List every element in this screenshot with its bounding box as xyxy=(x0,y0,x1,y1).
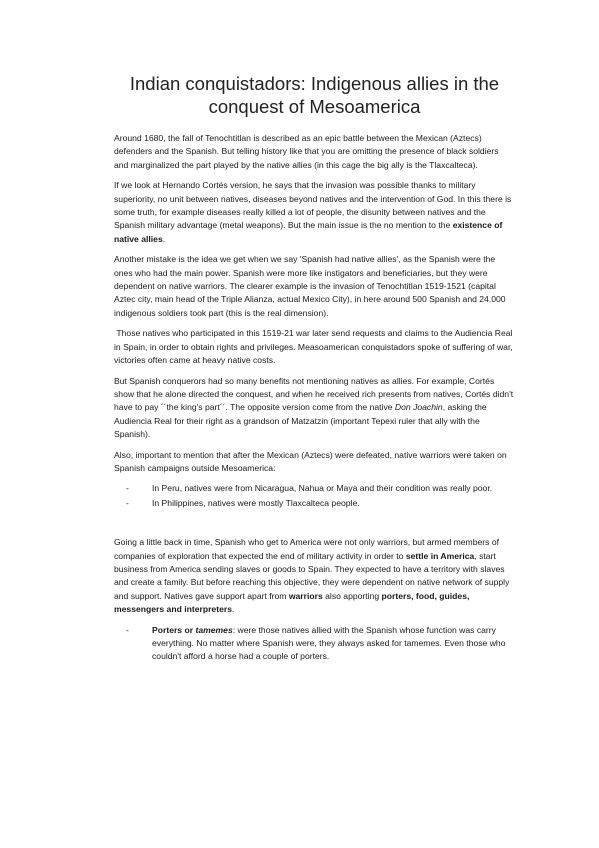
paragraph-4-text: Those natives who participated in this 1519-21 war later send requests and claims to the Audiencia Real in Spain, in order to obtain rights and privileges. Measoamerican conquistadors spoke of suffering of war, victories often came at heavy native costs. xyxy=(114,328,513,366)
list-item: - In Peru, natives were from Nicaragua, Nahua or Maya and their condition was really poor. xyxy=(152,482,515,495)
paragraph-7-d: also apporting xyxy=(322,590,382,601)
paragraph-7 xyxy=(114,536,515,616)
paragraph-7-bold-1: settle in America xyxy=(405,550,475,561)
paragraph-7-e: . xyxy=(231,604,235,615)
support-list xyxy=(114,624,515,664)
document-title: Indian conquistadors: Indigenous allies in the conquest of Mesoamerica xyxy=(129,73,500,117)
paragraph-1: Around 1680, the fall of Tenochtitlan is described as an epic battle between the Mexican (Aztecs) defenders and the Spanish. But telling history like that you are omitting the presence of black soldiers and marginalized the part played by the native allies (in this cage the big ally is the Tlaxcalteca). xyxy=(114,133,499,170)
paragraph-7-c: , start business from America sending slaves or goods to Spain. They expected to have a territory with slaves and create a family. But before reaching this objective, they were dependent on native network of supply and support. Natives gave support apart from xyxy=(114,550,510,601)
paragraph-7-a: Going a little back in time, Spanish who get to America were not only warriors, but armed members of companies of exploration that expected the end of military activity in order to xyxy=(114,537,499,561)
spacer xyxy=(114,516,515,536)
paragraph-2 xyxy=(114,179,515,246)
paragraph-5-end: , asking the Audiencia Real for their right as a grandson of Matzatzin (important Tepexi ruler that ally with the Spanish). xyxy=(114,402,487,440)
list-item-text: : were those natives allied with the Spanish whose function was carry everything. No matter where Spanish were, they always asked for tamemes. Even those who couldn't afford a horse had a couple of porters. xyxy=(152,624,506,662)
list-item xyxy=(152,624,515,664)
paragraph-7-bold-2: warriors xyxy=(288,590,323,601)
paragraph-6: Also, important to mention that after the Mexican (Aztecs) were defeated, native warriors were taken on Spanish campaigns outside Mesoamerica: xyxy=(114,449,507,473)
list-item-bold: Porters or xyxy=(152,624,196,635)
paragraph-5 xyxy=(114,375,515,442)
paragraph-7-bold-3: porters, food, guides, messengers and interpreters xyxy=(114,590,470,615)
list-item: - In Philippines, natives were mostly Tlaxcalteca people. xyxy=(152,497,515,510)
paragraph-5-italic: Don Joachin xyxy=(394,402,443,413)
paragraph-2-end: . xyxy=(162,233,166,244)
paragraph-4 xyxy=(114,327,515,367)
paragraph-5-text: But Spanish conquerors had so many benefits not mentioning natives as allies. For example, Cortés show that he alone directed the conquest, and when he received rich presents from natives, Cortés didn't have to pay ´´the king's part´´. The opposite version come from the native xyxy=(114,375,514,413)
paragraph-2-bold: existence of native allies xyxy=(114,220,503,244)
list-item-bold-italic: tamemes xyxy=(195,624,233,635)
paragraph-2-text: If we look at Hernando Cortés version, he says that the invasion was possible thanks to military superiority, no unit between natives, diseases beyond natives and the intervention of God. In this there is some truth, for example diseases really killed a lot of people, the disunity between natives and the Spanish military advantage (metal weapons). But the main issue is the no mention to the xyxy=(114,180,512,231)
campaign-list xyxy=(114,482,515,510)
paragraph-3: Another mistake is the idea we get when we say 'Spanish had native allies', as the Spanish were the ones who had the main power. Spanish were more like instigators and beneficiaries, but they were dependent on native warriors. The clearer example is the invasion of Tenochtitlan 1519-1521 (capital Aztec city, main head of the Triple Alianza, actual Mexico City), in here around 500 Spanish and 24.000 indigenous soldiers took part (this is the real dimension). xyxy=(114,254,506,318)
